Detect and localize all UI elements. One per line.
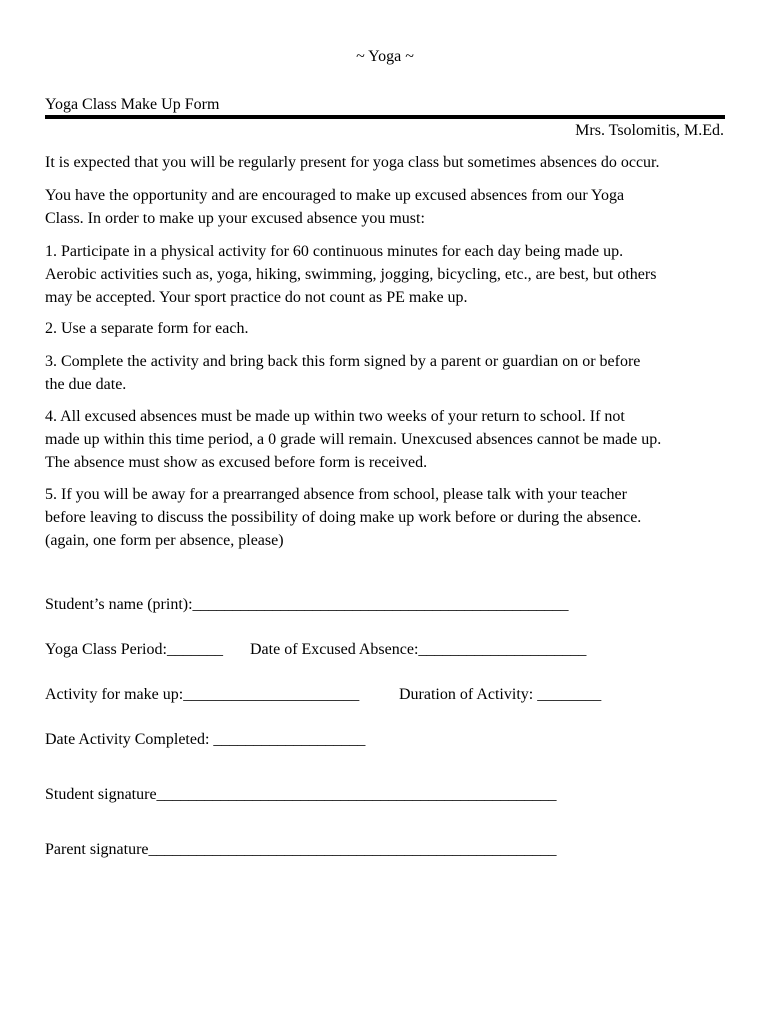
- paragraph-line: 5. If you will be away for a prearranged absence from school, please talk with your teacher: [45, 486, 627, 503]
- paragraph-line: 4. All excused absences must be made up within two weeks of your return to school. If not: [45, 408, 625, 425]
- requirement-item-4: [45, 405, 735, 474]
- intro-paragraph: [45, 151, 735, 174]
- date-completed-field[interactable]: Date Activity Completed: ___________________: [45, 731, 366, 748]
- paragraph-line: (again, one form per absence, please): [45, 532, 284, 549]
- paragraph-line: the due date.: [45, 376, 127, 393]
- parent-signature-field[interactable]: Parent signature___________________________________________________: [45, 841, 557, 858]
- paragraph-line: The absence must show as excused before form is received.: [45, 454, 428, 471]
- paragraph-line: Class. In order to make up your excused absence you must:: [45, 210, 425, 227]
- requirement-item-5: [45, 483, 735, 552]
- student-name-field[interactable]: Student’s name (print):_______________________________________________: [45, 596, 569, 613]
- intro-line: It is expected that you will be regularly present for yoga class but sometimes absences do occur.: [45, 154, 660, 171]
- paragraph-line: 2. Use a separate form for each.: [45, 320, 249, 337]
- student-signature-field[interactable]: Student signature__________________________________________________: [45, 786, 557, 803]
- class-period-field[interactable]: Yoga Class Period:_______: [45, 641, 223, 658]
- requirement-item-1: [45, 240, 735, 309]
- paragraph-line: before leaving to discuss the possibility of doing make up work before or during the absence.: [45, 509, 642, 526]
- activity-field[interactable]: Activity for make up:______________________: [45, 686, 360, 703]
- absence-date-field[interactable]: Date of Excused Absence:_____________________: [250, 641, 587, 658]
- paragraph-line: 1. Participate in a physical activity for 60 continuous minutes for each day being made up.: [45, 243, 624, 260]
- paragraph-line: Aerobic activities such as, yoga, hiking, swimming, jogging, bicycling, etc., are best, but others: [45, 266, 657, 283]
- title-divider: [45, 115, 725, 119]
- teacher-name: Mrs. Tsolomitis, M.Ed.: [575, 122, 724, 139]
- opportunity-paragraph: [45, 184, 735, 230]
- requirement-item-3: [45, 350, 735, 396]
- page-title: ~ Yoga ~: [356, 48, 414, 65]
- requirement-item-2: [45, 317, 735, 340]
- paragraph-line: You have the opportunity and are encouraged to make up excused absences from our Yoga: [45, 187, 625, 204]
- duration-field[interactable]: Duration of Activity: ________: [399, 686, 602, 703]
- paragraph-line: made up within this time period, a 0 grade will remain. Unexcused absences cannot be made up.: [45, 431, 662, 448]
- form-title: Yoga Class Make Up Form: [45, 96, 220, 113]
- paragraph-line: may be accepted. Your sport practice do not count as PE make up.: [45, 289, 468, 306]
- paragraph-line: 3. Complete the activity and bring back this form signed by a parent or guardian on or before: [45, 353, 641, 370]
